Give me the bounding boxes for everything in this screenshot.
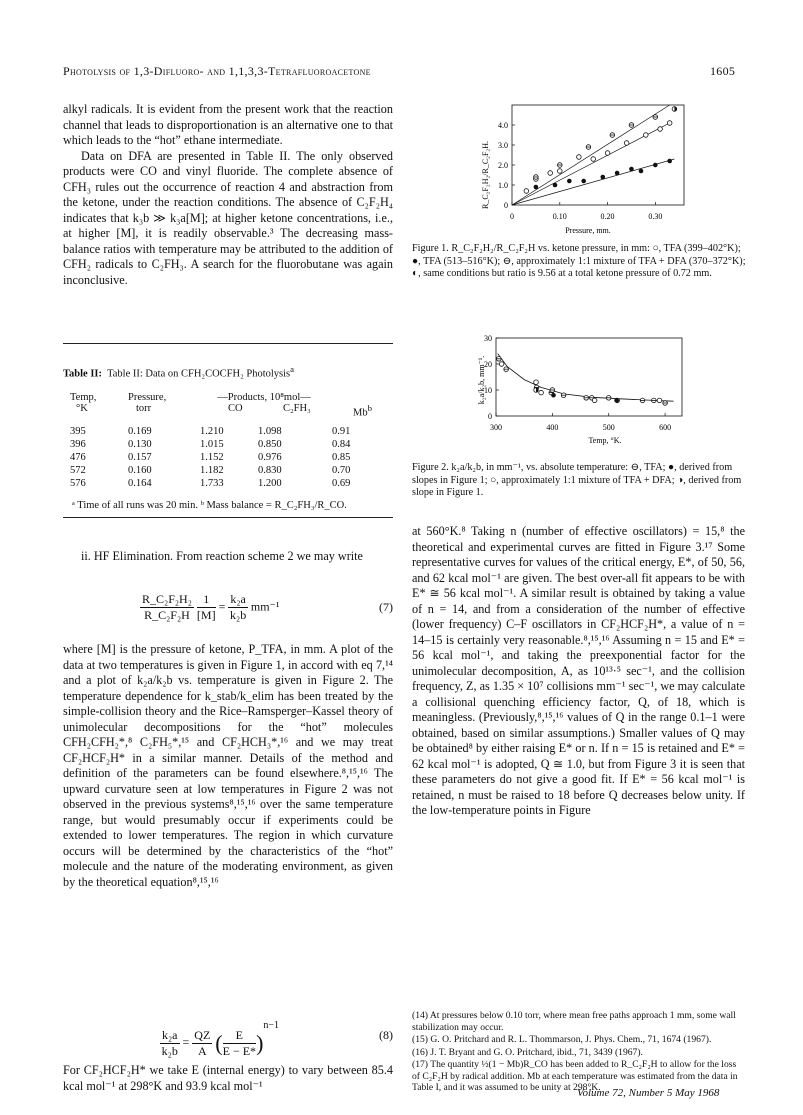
col-pressure-unit: torr: [136, 403, 152, 414]
x-tick-label: 0.10: [552, 212, 567, 221]
y-tick-label: 10: [484, 386, 492, 395]
data-point-barred: [550, 388, 555, 393]
fig2-ylabel: k₂a/k₂b, mm⁻¹.: [477, 355, 486, 405]
data-point-open: [624, 141, 629, 146]
data-point-filled: [600, 175, 605, 180]
left-para-3: ii. HF Elimination. From reaction scheme 2 we may write: [81, 549, 363, 563]
table-footnote: ᵃ Time of all runs was 20 min. ᵇ Mass balance = R_C₂FH₃/R_CO.: [72, 500, 347, 511]
eq7-den-mid: [M]: [196, 608, 216, 622]
table-cell: 1.733: [200, 478, 224, 489]
data-point-open: [605, 151, 610, 156]
data-point-open: [539, 390, 544, 395]
x-tick-label: 300: [490, 423, 502, 432]
data-point-open: [499, 362, 504, 367]
table-cell: 395: [70, 426, 86, 437]
data-point-half: [534, 388, 539, 393]
table-cell: 1.098: [258, 426, 282, 437]
data-point-filled: [639, 169, 644, 174]
right-para-1: at 560°K.⁸ Taking n (number of effective oscillators) = 15,⁸ the theoretical and experimental curves are fitted in Figure 3.¹⁷ Some representative curves for values of the critical energy, E*, of 50, 56, and 62 kcal mol⁻¹ are given. The best over-all fit appears to be with E* ≅ 56 kcal mol⁻¹. A similar result is obtained by taking a value of n = 14, and from a consideration of the number of effective (lower frequency) C–F oscillators in CF₂HCF₂H*, a value of n = 14–15 is certainly very reasonable.⁸,¹⁵,¹⁶ Assuming n = 15 and E* = 56 kcal mol⁻¹, and taking the preexponential factor for the unimolecular decomposition, A, as 10¹³·⁵ sec⁻¹, and the collision frequency, Z, as 1.35 × 10⁷ collisions mm⁻¹ sec⁻¹, we may calculate a collisional quenching efficiency factor, Q, of 18, which is meaningless. (Previously,⁸,¹⁵,¹⁶ values of Q in the range 0.1–1 were obtained, based on similar assumptions.) Smaller values of Q may be obtained⁸ by either raising E* or n. If n = 15 is retained and E* = 62 kcal mol⁻¹ is adopted, Q ≅ 1.0, but from Figure 3 it is seen that these parameters do not give a good fit. If E* = 56 kcal mol⁻¹ is retained, n must be raised to 18 before Q decreases below unity. If the low-temperature points in Figure: [412, 524, 745, 817]
left-para-5: For CF₂HCF₂H* we take E (internal energy) to vary between 85.4 kcal mol⁻¹ at 298°K and 93.9 kcal mol⁻¹: [63, 1063, 393, 1093]
equation-7: $\frac{\text{R\_C₂F₂H₂}}{\text{R\_C₂F₂H}}$ $\frac{1}{[M]}$ = $\frac{\text{k₂a}}{\text{k₂b}}$ mm⁻¹ (7): [142, 592, 393, 622]
table-row: [70, 465, 390, 478]
data-point-barred: [653, 115, 658, 120]
table-row: [70, 439, 390, 452]
data-point-filled: [667, 159, 672, 164]
figure-1: [470, 100, 690, 240]
data-point-barred: [610, 133, 615, 138]
fig1-frame: [512, 105, 684, 205]
left-para-1: alkyl radicals. It is evident from the present work that the reaction channel that leads to disproportionation is an alternative one to that which leads to the “hot” ethane intermediate.: [63, 102, 393, 147]
fig2-points: [497, 357, 668, 406]
eq7-number: (7): [379, 600, 393, 614]
data-point-barred: [652, 398, 657, 403]
table-cell: 576: [70, 478, 86, 489]
table-cell: 1.182: [200, 465, 224, 476]
eq8-exponent: n−1: [263, 1020, 280, 1031]
data-point-filled: [614, 398, 619, 403]
eq7-unit: mm⁻¹: [250, 599, 280, 614]
fig1-ticks: [498, 121, 662, 221]
figure-1-caption: [412, 243, 747, 281]
figure-2: [470, 330, 690, 450]
table-title-note: a: [290, 364, 295, 374]
table-cell: 0.850: [258, 439, 282, 450]
table-title-text: Table II: Data on CFH₂COCFH₂ Photolysis: [107, 368, 291, 380]
data-point-open: [667, 121, 672, 126]
data-point-open: [592, 398, 597, 403]
data-point-filled: [629, 167, 634, 172]
eq8-number: (8): [379, 1028, 393, 1042]
table-cell: 396: [70, 439, 86, 450]
equation-8: $\frac{\text{k₂a}}{\text{k₂b}}$ = $\frac{QZ}{A}$ ( $\frac{E}{E - E*}$ )$^{n-1}$ (8): [161, 1020, 393, 1058]
eq7-num-right: k₂a: [230, 592, 246, 606]
fig2-lines: [498, 354, 674, 402]
footer-issue: Volume 72, Number 5 May 1968: [577, 1087, 720, 1099]
data-point-barred: [534, 175, 539, 180]
data-point-filled: [534, 185, 539, 190]
left-para-2: Data on DFA are presented in Table II. The only observed products were CO and vinyl fluoride. The complete absence of CFH₃ rules out the occurrence of reaction 4 and abstraction from the ketone, under the reaction conditions. The absence of C₂F₂H₄ indicates that k₃b ≫ k₃a[M]; at higher ketone concentrations, i.e., at higher [M], it is readily observable.³ The decreasing mass-balance ratios with temperature may be attributed to the addition of CFH₂ radicals to C₂FH₃. A search for the fluorobutane was again inconclusive.: [63, 148, 393, 287]
data-point-barred: [584, 396, 589, 401]
col-c2fh3: C₂FH₃: [283, 403, 311, 414]
table-row: [70, 452, 390, 465]
col-co: CO: [228, 403, 243, 414]
footnote: (17) The quantity ½(1 − Mb)R_CO has been added to R_C₂F₂H to allow for the loss of C₂F₂H by radical addition. Mb at each temperature was estimated from the data in Table I, and it was assumed to be unity at 298°K.: [412, 1059, 738, 1093]
eq7-frac-left: [140, 592, 194, 623]
table-cell: 0.91: [332, 426, 351, 437]
y-tick-label: 1.0: [498, 181, 508, 190]
fig1-ylabel: R_C₂F₂H₂/R_C₂F₂H.: [481, 141, 490, 209]
running-title: Photolysis of 1,3-Difluoro- and 1,1,3,3-Tetrafluoroacetone: [63, 64, 371, 78]
table-cell: 0.85: [332, 452, 351, 463]
fig2-caption-text: Figure 2. k₂a/k₂b, in mm⁻¹, vs. absolute temperature: ⊖, TFA; ●, derived from slopes in Figure 1; ○, approximately 1:1 mixture of TFA + DFA; ◑, derived from slope in Figure 1.: [412, 462, 742, 498]
eq7-frac-mid: [197, 592, 216, 623]
fig1-caption-text: Figure 1. R_C₂F₂H₂/R_C₂F₂H vs. ketone pressure, in mm: ○, TFA (399–402°K); ●, TFA (513–516°K); ⊖, approximately 1:1 mixture of TFA + DFA (370–372°K); ◐, same conditions but ratio is 9.56 at a total ketone pressure of 0.72 mm.: [412, 243, 746, 279]
table-cell: 0.70: [332, 465, 351, 476]
col-temp: Temp,: [70, 392, 97, 403]
eq8-lhs-num: k₂a: [162, 1027, 178, 1042]
table-cell: 0.976: [258, 452, 282, 463]
y-tick-label: 3.0: [498, 141, 508, 150]
data-point-filled: [551, 393, 556, 398]
col-pressure: Pressure,: [128, 392, 167, 403]
data-point-half: [672, 107, 677, 112]
fig2-ticks: [484, 334, 671, 432]
table-bottom-rule: [63, 517, 393, 518]
table-cell: 476: [70, 452, 86, 463]
eq8-inner-den: E − E*: [222, 1043, 257, 1058]
left-para-4: where [M] is the pressure of ketone, P_TFA, in mm. A plot of the data at two temperatures is given in Figure 1, in accord with eq 7,¹⁴ and a plot of k₂a/k₂b vs. temperature is given in Figure 2. The temperature dependence for k_stab/k_elim has been treated by the simple-collision theory and the Rice–Ramsperger–Kassel theory of unimolecular decompositions for the “hot” molecules CFH₂CFH₂*,⁸ C₂FH₅*,¹⁵ and CF₂HCH₃*,¹⁶ and we may treat CF₂HCF₂H* in a similar manner. Details of the method and definition of the parameters can be found elsewhere.⁸,¹⁵,¹⁶ The upward curvature seen at low temperatures in Figure 2 was not observed in the previous systems⁸,¹⁵,¹⁶ over the same temperature range, but would presumably occur if experiments could be extended to lower temperatures. The region in which curvature occurs will be determined by the characteristics of the “hot” molecule and the nature of the moderating environment, as given by the theoretical equation⁸,¹⁵,¹⁶: [63, 642, 393, 889]
data-point-barred: [606, 396, 611, 401]
footnote: (14) At pressures below 0.10 torr, where mean free paths approach 1 mm, some wall stabilization may occur.: [412, 1010, 736, 1033]
data-point-open: [658, 127, 663, 132]
eq7-frac-right: [228, 592, 248, 623]
table-cell: 572: [70, 465, 86, 476]
y-tick-label: 0: [488, 412, 492, 421]
table-cell: 0.830: [258, 465, 282, 476]
x-tick-label: 600: [659, 423, 672, 432]
table2: [70, 392, 390, 487]
left-column: [63, 102, 393, 288]
eq8-coef: [192, 1028, 212, 1059]
table-cell: 0.160: [128, 465, 152, 476]
left-column-end: [63, 1063, 393, 1094]
table-cell: 0.164: [128, 478, 152, 489]
data-point-open: [548, 171, 553, 176]
table-title: Table II: Table II: Data on CFH₂COCFH₂ Photolysis$^a$: [63, 364, 295, 380]
y-tick-label: 30: [484, 334, 492, 343]
data-point-open: [577, 155, 582, 160]
page-number: 1605: [710, 64, 736, 78]
x-tick-label: 0: [510, 212, 514, 221]
figure-2-caption: [412, 462, 747, 500]
x-tick-label: 0.30: [648, 212, 663, 221]
eq7-num-left: R_C₂F₂H₂: [142, 592, 192, 606]
eq7-den-right: k₂b: [230, 608, 247, 622]
table-cell: 0.130: [128, 439, 152, 450]
fit-line: [512, 105, 670, 205]
data-point-barred: [504, 367, 509, 372]
col-products: Products, 10⁸mol: [227, 392, 301, 403]
fit-line: [512, 159, 674, 205]
x-tick-label: 400: [546, 423, 559, 432]
data-point-open: [643, 133, 648, 138]
data-point-filled: [653, 163, 658, 168]
left-column-lower: [63, 549, 393, 565]
table-header: [70, 392, 390, 422]
fig1-xlabel: Pressure, mm.: [565, 226, 611, 235]
y-tick-label: 20: [484, 360, 492, 369]
col-mb-wrap: [353, 403, 372, 419]
table-top-rule: [63, 343, 393, 344]
col-temp-unit: °K: [76, 403, 88, 414]
left-column-main: [63, 642, 393, 890]
col-products-group: —Products, 10⁸mol—: [217, 392, 311, 403]
data-point-barred: [586, 145, 591, 150]
x-tick-label: 500: [602, 423, 615, 432]
eq8-coef-num: QZ: [194, 1027, 211, 1042]
x-tick-label: 0.20: [600, 212, 615, 221]
y-tick-label: 4.0: [498, 121, 508, 130]
data-point-barred: [497, 357, 502, 362]
table-cell: 1.210: [200, 426, 224, 437]
data-point-open: [557, 169, 562, 174]
data-point-filled: [553, 183, 558, 188]
eq7-den-left: R_C₂F₂H: [144, 608, 190, 622]
eq8-inner: [223, 1028, 256, 1059]
eq7-num-mid: 1: [197, 592, 216, 608]
table-cell: 0.69: [332, 478, 351, 489]
table-cell: 0.84: [332, 439, 351, 450]
data-point-filled: [567, 179, 572, 184]
eq8-lhs-den: k₂b: [161, 1043, 178, 1058]
data-point-open: [524, 189, 529, 194]
fig2-xlabel: Temp, °K.: [588, 436, 622, 445]
table-cell: 0.157: [128, 452, 152, 463]
table-row: [70, 426, 390, 439]
right-column: [412, 524, 745, 819]
fit-curve: [498, 354, 674, 402]
footnotes: [412, 1010, 745, 1095]
col-mb-note: b: [367, 403, 372, 413]
table-cell: 1.152: [200, 452, 224, 463]
data-point-open: [534, 380, 539, 385]
data-point-barred: [640, 398, 645, 403]
data-point-barred: [629, 123, 634, 128]
table-cell: 0.169: [128, 426, 152, 437]
col-mb: Mb: [353, 407, 368, 419]
eq8-inner-num: E: [223, 1028, 256, 1044]
data-point-barred: [561, 393, 566, 398]
footnote: (16) J. T. Bryant and G. O. Pritchard, ibid., 71, 3439 (1967).: [412, 1046, 643, 1058]
footnote: (15) G. O. Pritchard and R. L. Thommarson, J. Phys. Chem., 71, 1674 (1967).: [412, 1034, 712, 1045]
data-point-barred: [557, 163, 562, 168]
fig1-lines: [512, 105, 674, 205]
data-point-filled: [581, 179, 586, 184]
fig2-frame: [496, 338, 682, 416]
data-point-open: [591, 157, 596, 162]
table-cell: 1.200: [258, 478, 282, 489]
data-point-barred: [663, 401, 668, 406]
table-body: [70, 426, 390, 491]
y-tick-label: 0: [504, 201, 508, 210]
table-cell: 1.015: [200, 439, 224, 450]
data-point-filled: [615, 171, 620, 176]
y-tick-label: 2.0: [498, 161, 508, 170]
eq8-lhs: [160, 1028, 180, 1059]
eq8-coef-den: A: [197, 1043, 207, 1058]
data-point-open: [657, 398, 662, 403]
table-row: [70, 478, 390, 491]
